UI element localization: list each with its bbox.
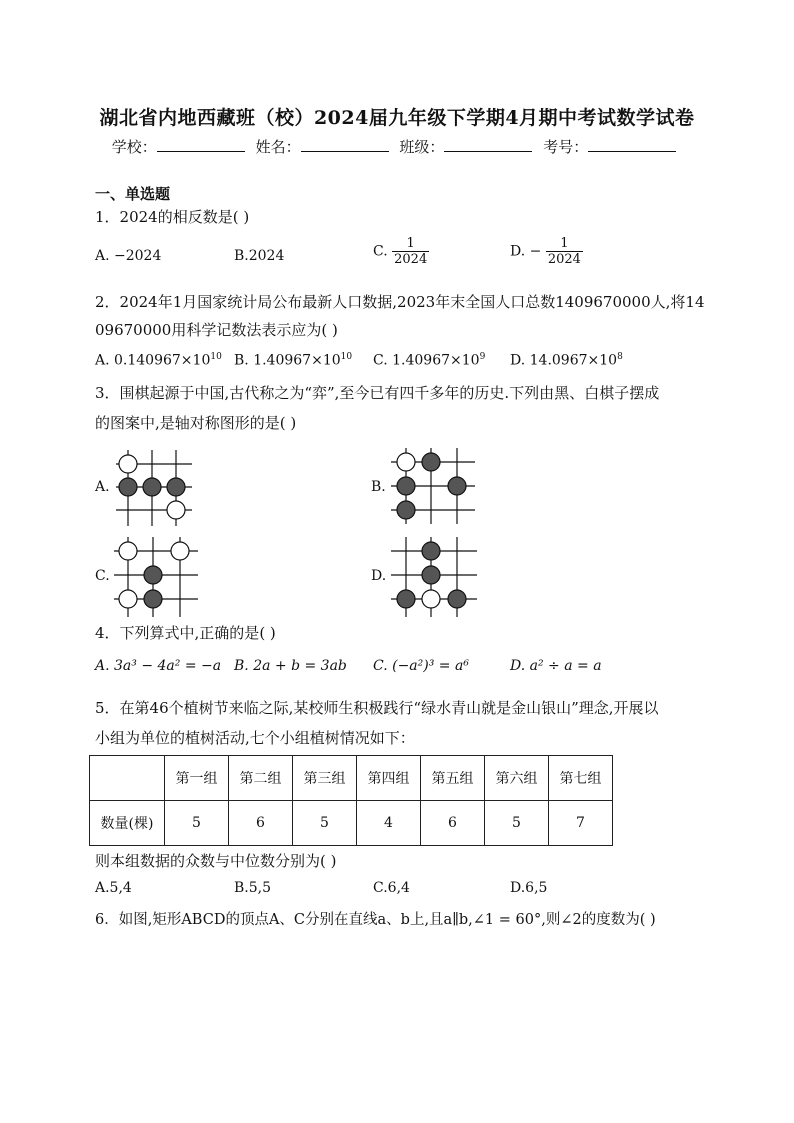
- go-pattern-a-figure[interactable]: [110, 448, 200, 528]
- section-title: 一、单选题: [95, 185, 171, 203]
- q4-option-b[interactable]: B. 2a + b = 3ab: [234, 658, 347, 674]
- q2-c-exponent: 9: [479, 352, 486, 362]
- class-blank[interactable]: [444, 137, 532, 152]
- q2-stem-line2: 09670000用科学记数法表示应为( ): [95, 321, 338, 339]
- q4-option-d[interactable]: D. a² ÷ a = a: [510, 658, 602, 674]
- name-blank[interactable]: [301, 137, 389, 152]
- q5-option-b[interactable]: B.5,5: [234, 880, 272, 896]
- table-header-cell: 第四组: [357, 756, 421, 801]
- table-header-row: [90, 756, 613, 801]
- q2-option-b[interactable]: [234, 352, 352, 369]
- q5-option-c[interactable]: C.6,4: [373, 880, 410, 896]
- q5-option-a[interactable]: A.5,4: [95, 880, 132, 896]
- q1-d-denominator: 2024: [547, 252, 581, 267]
- q3-stem-line2: 的图案中,是轴对称图形的是( ): [95, 414, 297, 432]
- table-cell: 6: [229, 801, 293, 846]
- q3-stem-line1: 3．围棋起源于中国,古代称之为“弈”,至今已有四千多年的历史.下列由黑、白棋子摆成: [95, 384, 660, 402]
- q3-option-a-label[interactable]: A.: [95, 479, 110, 495]
- q1-option-a[interactable]: A. −2024: [95, 248, 162, 264]
- q2-stem-line1: 2．2024年1月国家统计局公布最新人口数据,2023年末全国人口总数1409670000人,将14: [95, 293, 705, 311]
- q1-option-b[interactable]: B.2024: [234, 248, 285, 264]
- q2-option-c[interactable]: [373, 352, 485, 369]
- go-pattern-b-figure[interactable]: [385, 446, 480, 526]
- table-header-cell: 第一组: [165, 756, 229, 801]
- q2-a-exponent: 10: [210, 352, 222, 362]
- q3-option-c-label[interactable]: C.: [95, 568, 110, 584]
- exam-no-blank[interactable]: [588, 137, 676, 152]
- q1-option-d-fraction: [546, 236, 583, 267]
- q4-stem: 4．下列算式中,正确的是( ): [95, 624, 276, 642]
- go-pattern-c-figure[interactable]: [110, 535, 205, 620]
- q5-after-table: 则本组数据的众数与中位数分别为( ): [95, 852, 337, 870]
- q2-b-base: B. 1.40967×10: [234, 352, 341, 369]
- q2-d-base: D. 14.0967×10: [510, 352, 618, 369]
- table-header-cell: 第五组: [421, 756, 485, 801]
- student-info-line: [0, 136, 794, 157]
- table-cell: 6: [421, 801, 485, 846]
- q5-stem-line2: 小组为单位的植树活动,七个小组植树情况如下：: [95, 729, 415, 747]
- q6-stem: 6．如图,矩形ABCD的顶点A、C分别在直线a、b上,且a∥b,∠1 = 60°,则∠2的度数为( ): [95, 912, 656, 928]
- q1-option-d[interactable]: [510, 236, 583, 267]
- table-cell: 5: [293, 801, 357, 846]
- planting-table: [89, 755, 613, 846]
- q3-option-b-label[interactable]: B.: [371, 479, 386, 495]
- table-cell: 5: [165, 801, 229, 846]
- q2-d-exponent: 8: [617, 352, 623, 362]
- table-cell: 7: [549, 801, 613, 846]
- table-cell: 5: [485, 801, 549, 846]
- name-label: 姓名：: [255, 138, 301, 156]
- q1-d-numerator: 1: [560, 236, 569, 251]
- q1-stem: 1．2024的相反数是( ): [95, 208, 250, 226]
- q3-option-d-label[interactable]: D.: [371, 568, 387, 584]
- q2-c-base: C. 1.40967×10: [373, 352, 480, 369]
- go-pattern-d-figure[interactable]: [385, 535, 485, 620]
- q5-stem-line1: 5．在第46个植树节来临之际,某校师生积极践行“绿水青山就是金山银山”理念,开展以: [95, 699, 659, 717]
- q2-option-d[interactable]: [510, 352, 623, 369]
- q4-option-c[interactable]: C. (−a²)³ = a⁶: [373, 658, 469, 674]
- table-header-cell: 第六组: [485, 756, 549, 801]
- table-row: [90, 801, 613, 846]
- q2-a-base: A. 0.140967×10: [95, 352, 211, 369]
- school-label: 学校：: [111, 138, 157, 156]
- q2-b-exponent: 10: [340, 352, 353, 362]
- table-corner-cell: [90, 756, 165, 801]
- class-label: 班级：: [399, 138, 445, 156]
- q2-option-a[interactable]: [95, 352, 222, 369]
- table-header-cell: 第七组: [549, 756, 613, 801]
- page-title: 湖北省内地西藏班（校）2024届九年级下学期4月期中考试数学试卷: [99, 107, 695, 129]
- q1-option-d-prefix: D. −: [510, 243, 542, 260]
- table-cell: 4: [357, 801, 421, 846]
- q1-option-c[interactable]: [373, 236, 429, 267]
- q1-c-numerator: 1: [406, 236, 415, 251]
- table-header-cell: 第二组: [229, 756, 293, 801]
- table-header-cell: 第三组: [293, 756, 357, 801]
- q5-option-d[interactable]: D.6,5: [510, 880, 548, 896]
- q1-option-c-fraction: [392, 236, 429, 267]
- q1-option-c-prefix: C.: [373, 243, 388, 260]
- q4-option-a[interactable]: A. 3a³ − 4a² = −a: [95, 658, 222, 674]
- q1-c-denominator: 2024: [394, 252, 428, 267]
- exam-no-label: 考号：: [543, 138, 589, 156]
- table-row-label: 数量(棵): [90, 801, 165, 846]
- school-blank[interactable]: [157, 137, 245, 152]
